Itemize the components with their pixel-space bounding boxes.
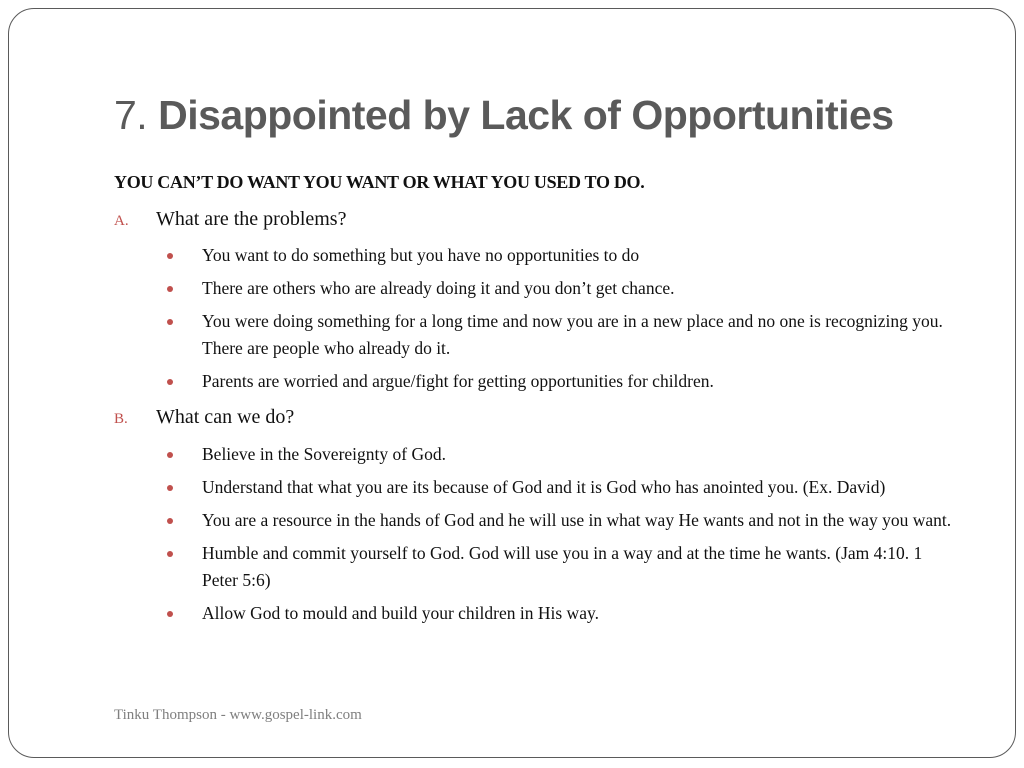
list-item-text: You are a resource in the hands of God and he will use in what way He wants and not in the way you want. [202, 510, 952, 530]
slide-title [114, 92, 894, 139]
section-b-marker: B. [114, 411, 128, 427]
section-b-bullets [162, 441, 962, 633]
list-item [162, 308, 962, 362]
section-b-heading-text: What can we do? [156, 406, 295, 428]
bullet-dot-icon [167, 452, 173, 458]
list-item [162, 507, 962, 534]
bullet-dot-icon [167, 319, 173, 325]
list-item-text: Believe in the Sovereignty of God. [202, 444, 446, 464]
title-number: 7. [114, 92, 148, 138]
bullet-dot-icon [167, 485, 173, 491]
list-item [162, 600, 962, 627]
slide-subtitle: YOU CAN’T DO WANT YOU WANT OR WHAT YOU USED TO DO. [114, 172, 645, 192]
section-b-heading [114, 406, 294, 429]
list-item-text: Understand that what you are its because of God and it is God who has anointed you. (Ex. David) [202, 477, 886, 497]
list-item [162, 275, 962, 302]
list-item [162, 368, 962, 395]
title-text: Disappointed by Lack of Opportunities [158, 92, 894, 138]
list-item-text: Allow God to mould and build your children in His way. [202, 603, 599, 623]
list-item [162, 441, 962, 468]
bullet-dot-icon [167, 551, 173, 557]
bullet-dot-icon [167, 611, 173, 617]
list-item-text: You want to do something but you have no opportunities to do [202, 245, 640, 265]
list-item [162, 474, 962, 501]
bullet-dot-icon [167, 286, 173, 292]
slide-footer: Tinku Thompson - www.gospel-link.com [114, 707, 362, 723]
list-item-text: Parents are worried and argue/fight for getting opportunities for children. [202, 371, 714, 391]
list-item-text: Humble and commit yourself to God. God will use you in a way and at the time he wants. (Jam 4:10. 1 Peter 5:6) [202, 543, 923, 590]
list-item-text: You were doing something for a long time and now you are in a new place and no one is recognizing you. There are people who already do it. [202, 311, 943, 358]
section-a-marker: A. [114, 213, 129, 229]
section-a-heading-text: What are the problems? [156, 208, 347, 230]
bullet-dot-icon [167, 518, 173, 524]
list-item-text: There are others who are already doing it and you don’t get chance. [202, 278, 675, 298]
bullet-dot-icon [167, 253, 173, 259]
list-item [162, 242, 962, 269]
list-item [162, 540, 962, 594]
section-a-heading [114, 208, 346, 231]
section-a-bullets [162, 242, 962, 401]
bullet-dot-icon [167, 379, 173, 385]
